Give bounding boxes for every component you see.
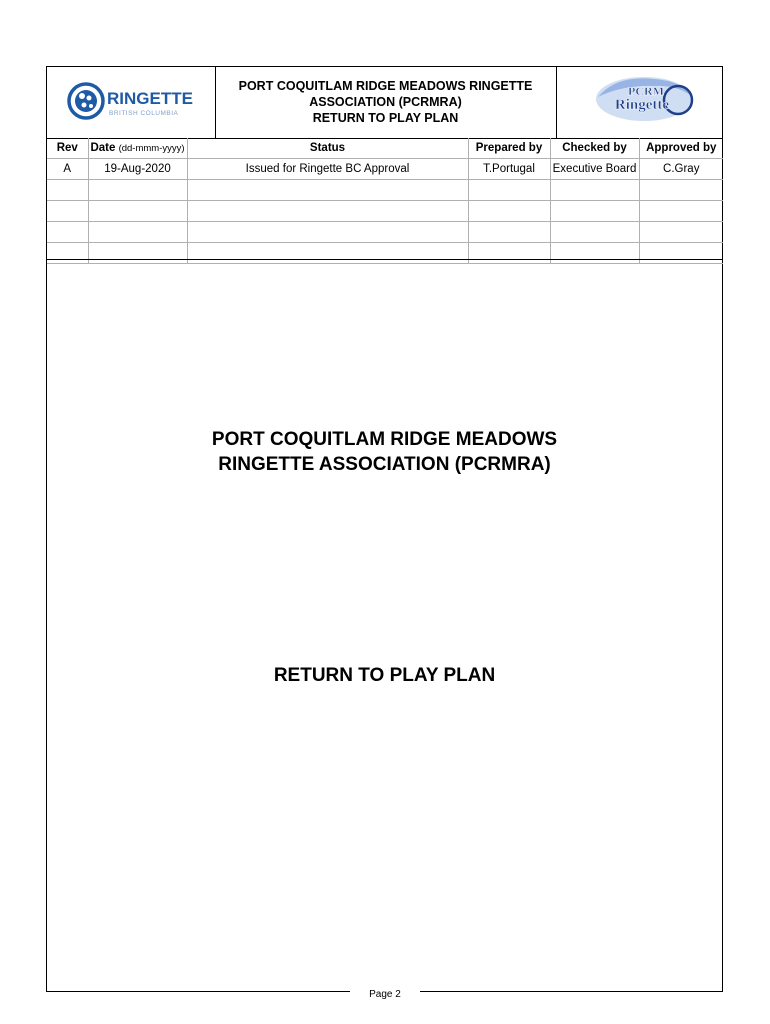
table-row <box>47 180 723 201</box>
title-line-3: RETURN TO PLAY PLAN <box>312 111 459 125</box>
cell-prepared-by: T.Portugal <box>468 159 550 180</box>
cell-status <box>187 222 468 243</box>
organization-name <box>47 427 722 477</box>
revision-table-header <box>47 138 723 159</box>
pcrm-logo-text-2: Ringette <box>614 97 670 113</box>
revision-table-bottom-rule <box>47 259 722 260</box>
cell-prepared-by <box>468 243 550 264</box>
pcrm-ringette-logo <box>558 67 724 138</box>
organization-name-line-2: RINGETTE ASSOCIATION (PCRMRA) <box>218 454 551 475</box>
cell-prepared-by <box>468 180 550 201</box>
col-header-status: Status <box>187 138 468 159</box>
cell-rev <box>47 180 88 201</box>
cell-date <box>88 222 187 243</box>
cell-prepared-by <box>468 201 550 222</box>
cell-status <box>187 201 468 222</box>
ringette-logo-subtext: BRITISH COLUMBIA <box>109 110 179 117</box>
cell-prepared-by <box>468 222 550 243</box>
col-header-approved-by: Approved by <box>639 138 723 159</box>
col-header-date <box>88 138 187 159</box>
cell-date <box>88 201 187 222</box>
col-header-date-label: Date <box>90 142 116 154</box>
table-row <box>47 222 723 243</box>
plan-title: RETURN TO PLAY PLAN <box>273 665 496 686</box>
title-line-2: ASSOCIATION (PCRMRA) <box>309 95 462 109</box>
cell-date: 19-Aug-2020 <box>88 159 187 180</box>
cell-checked-by: Executive Board <box>550 159 639 180</box>
cell-status: Issued for Ringette BC Approval <box>187 159 468 180</box>
table-row <box>47 243 723 264</box>
document-header <box>47 67 722 139</box>
document-frame <box>46 66 723 992</box>
col-header-date-format: (dd-mmm-yyyy) <box>118 143 185 154</box>
title-line-1: PORT COQUITLAM RIDGE MEADOWS RINGETTE <box>238 79 533 93</box>
col-header-rev: Rev <box>47 138 88 159</box>
cell-approved-by: C.Gray <box>639 159 723 180</box>
cell-checked-by <box>550 243 639 264</box>
cell-checked-by <box>550 201 639 222</box>
cell-approved-by <box>639 201 723 222</box>
page-number: Page 2 <box>350 989 420 1000</box>
cell-date <box>88 180 187 201</box>
pcrm-logo-text-1: PCRM <box>628 84 664 98</box>
cell-approved-by <box>639 180 723 201</box>
ringette-logo-text: RINGETTE <box>107 89 193 108</box>
revision-table <box>47 138 723 264</box>
document-title <box>215 67 557 138</box>
table-row <box>47 159 723 180</box>
cell-date <box>88 243 187 264</box>
col-header-checked-by: Checked by <box>550 138 639 159</box>
cell-rev <box>47 201 88 222</box>
cell-checked-by <box>550 222 639 243</box>
cell-status <box>187 243 468 264</box>
ringette-bc-logo <box>47 67 216 138</box>
col-header-prepared-by: Prepared by <box>468 138 550 159</box>
cell-approved-by <box>639 243 723 264</box>
cell-status <box>187 180 468 201</box>
cell-rev <box>47 222 88 243</box>
table-row <box>47 201 723 222</box>
cell-checked-by <box>550 180 639 201</box>
cell-approved-by <box>639 222 723 243</box>
cell-rev: A <box>47 159 88 180</box>
organization-name-line-1: PORT COQUITLAM RIDGE MEADOWS <box>211 429 558 450</box>
cell-rev <box>47 243 88 264</box>
